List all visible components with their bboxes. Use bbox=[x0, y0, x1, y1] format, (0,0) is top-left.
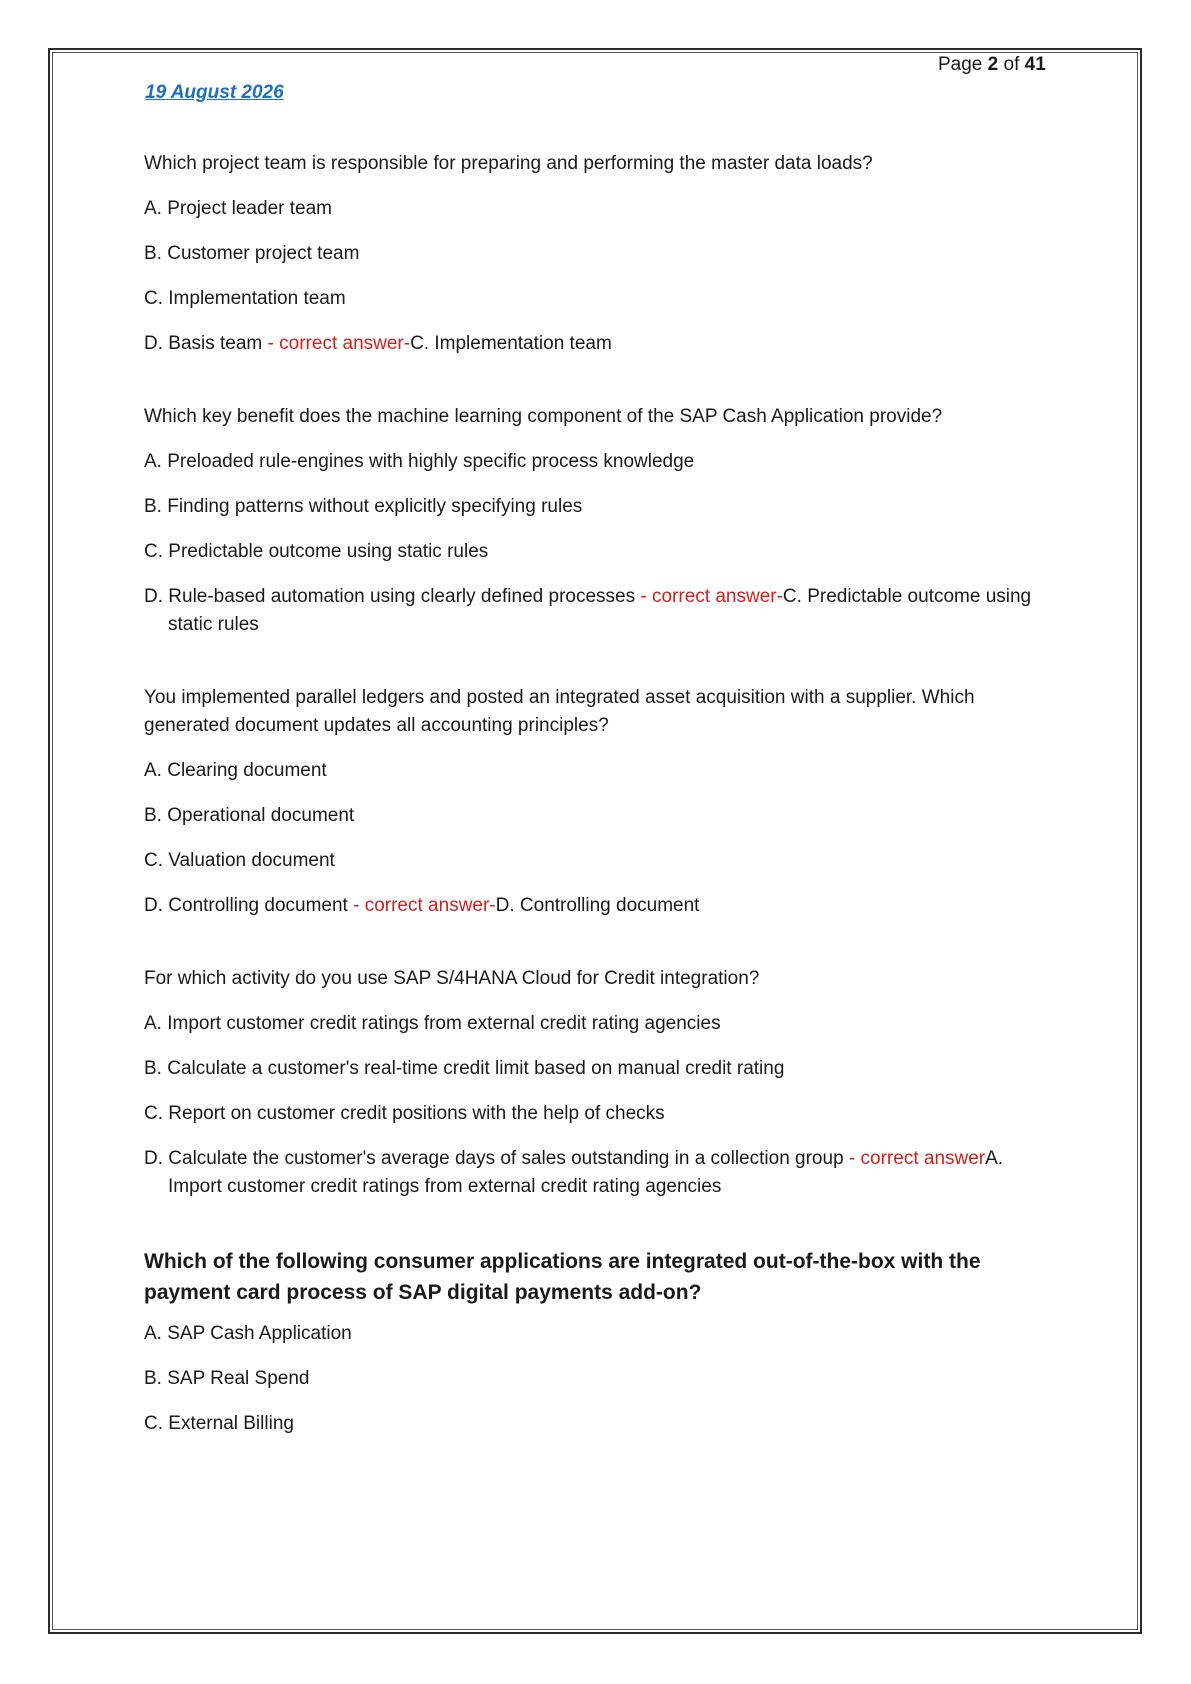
question-3 bbox=[144, 684, 1044, 920]
page-number: Page 2 of 41 bbox=[938, 54, 1046, 75]
question-text: You implemented parallel ledgers and posted an integrated asset acquisition with a supplier. Which generated document updates all accounting principles? bbox=[144, 687, 975, 736]
answer-marker: - correct answer- bbox=[347, 895, 496, 916]
question-text: Which key benefit does the machine learning component of the SAP Cash Application provide? bbox=[144, 406, 943, 427]
option-d: D. Calculate the customer's average days of sales outstanding in a collection group - correct answerA. Import customer credit ratings from external credit rating agencies bbox=[144, 1148, 1004, 1197]
option-a: A. Import customer credit ratings from external credit rating agencies bbox=[144, 1013, 721, 1034]
document-date[interactable]: 19 August 2026 bbox=[145, 82, 284, 103]
correct-answer: D. Controlling document bbox=[495, 895, 700, 916]
option-b: B. Operational document bbox=[144, 805, 355, 826]
question-2 bbox=[144, 403, 1044, 639]
correct-answer: C. Implementation team bbox=[410, 333, 612, 354]
option-b: B. SAP Real Spend bbox=[144, 1368, 310, 1389]
option-a: A. Clearing document bbox=[144, 760, 327, 781]
option-b: B. Customer project team bbox=[144, 243, 360, 264]
question-5 bbox=[144, 1246, 1044, 1438]
option-a: A. SAP Cash Application bbox=[144, 1323, 352, 1344]
correct-answer: A. Import customer credit ratings from external credit rating agencies bbox=[168, 1148, 1004, 1197]
question-text: For which activity do you use SAP S/4HANA Cloud for Credit integration? bbox=[144, 968, 760, 989]
answer-marker: - correct answer- bbox=[262, 333, 411, 354]
answer-marker: - correct answer- bbox=[635, 586, 783, 607]
question-text: Which project team is responsible for preparing and performing the master data loads? bbox=[144, 153, 873, 174]
option-d: D. Basis team - correct answer-C. Implementation team bbox=[144, 333, 612, 354]
option-d: D. Controlling document - correct answer-D. Controlling document bbox=[144, 895, 700, 916]
option-b: B. Calculate a customer's real-time credit limit based on manual credit rating bbox=[144, 1058, 785, 1079]
question-list bbox=[144, 150, 1044, 1455]
option-c: C. Valuation document bbox=[144, 850, 335, 871]
correct-answer: C. Predictable outcome using static rules bbox=[168, 586, 1032, 635]
option-a: A. Project leader team bbox=[144, 198, 332, 219]
question-4 bbox=[144, 965, 1044, 1201]
option-a: A. Preloaded rule-engines with highly specific process knowledge bbox=[144, 451, 695, 472]
option-c: C. Implementation team bbox=[144, 288, 346, 309]
answer-marker: - correct answer bbox=[843, 1148, 986, 1169]
option-b: B. Finding patterns without explicitly specifying rules bbox=[144, 496, 583, 517]
option-c: C. External Billing bbox=[144, 1413, 294, 1434]
option-c: C. Predictable outcome using static rules bbox=[144, 541, 489, 562]
question-text: Which of the following consumer applications are integrated out-of-the-box with the payment card process of SAP digital payments add-on? bbox=[144, 1250, 981, 1304]
option-c: C. Report on customer credit positions with the help of checks bbox=[144, 1103, 665, 1124]
question-1 bbox=[144, 150, 1044, 358]
option-d: D. Rule-based automation using clearly defined processes - correct answer-C. Predictable outcome using static rules bbox=[144, 586, 1032, 635]
